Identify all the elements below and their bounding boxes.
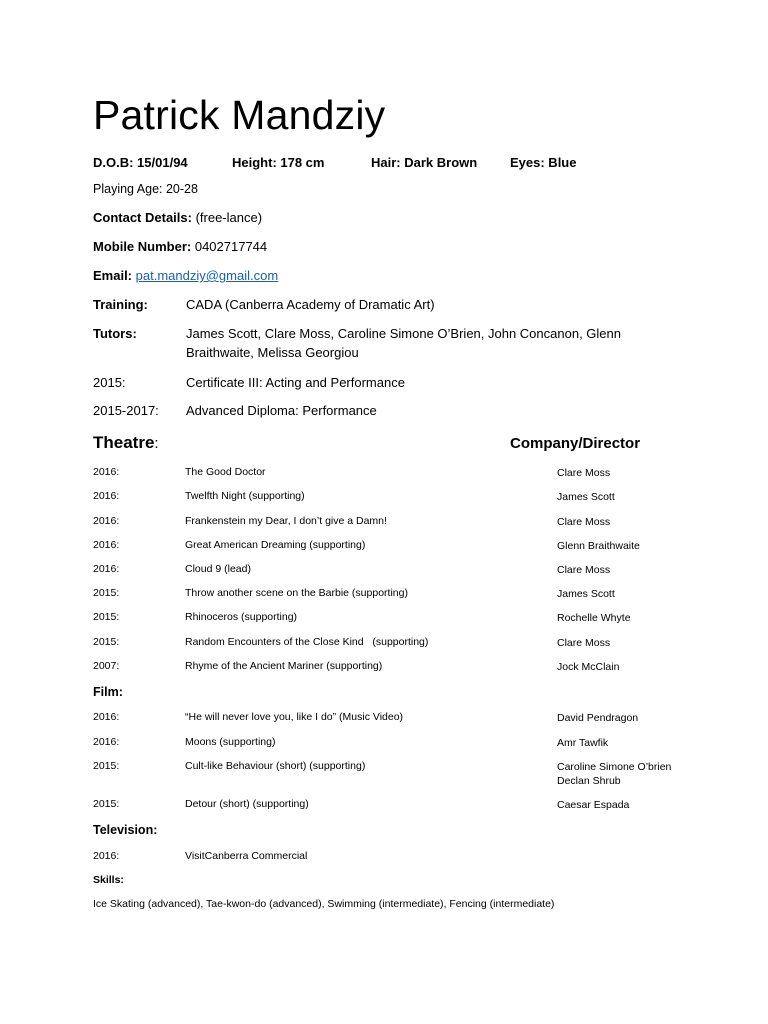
credit-director: Jock McClain [557,661,620,673]
table-row [0,660,768,676]
eyes: Eyes: Blue [510,155,577,170]
credit-title: Random Encounters of the Close Kind (supporting) [185,636,429,648]
skills-text: Ice Skating (advanced), Tae-kwon-do (advanced), Swimming (intermediate), Fencing (intermediate) [93,898,555,910]
credit-director: David Pendragon [557,712,639,724]
table-row [0,563,768,579]
credit-director: Clare Moss [557,564,611,576]
table-row [0,515,768,531]
credit-director: James Scott [557,588,615,600]
credit-director-2: Declan Shrub [557,775,621,787]
credit-title: VisitCanberra Commercial [185,850,308,862]
theatre-heading-colon: : [154,435,159,452]
height: Height: 178 cm [232,155,325,170]
company-director-heading: Company/Director [510,435,641,452]
mobile-value: 0402717744 [191,239,268,254]
table-row [0,636,768,652]
training-label: Training: [93,297,148,312]
credit-director: Glenn Braithwaite [557,540,640,552]
credit-title: Great American Dreaming (supporting) [185,539,366,551]
training-value: CADA (Canberra Academy of Dramatic Art) [186,297,435,312]
contact-label: Contact Details: [93,210,192,225]
credit-title: Throw another scene on the Barbie (supporting) [185,587,408,599]
credit-year: 2016: [93,466,120,478]
table-row [0,466,768,482]
table-row [0,490,768,506]
credit-title: The Good Doctor [185,466,266,478]
page-title: Patrick Mandziy [93,92,386,138]
theatre-heading-text: Theatre [93,433,155,452]
credit-year: 2016: [93,850,120,862]
table-row [0,611,768,627]
credit-title: Rhyme of the Ancient Mariner (supporting) [185,660,383,672]
table-row [0,850,768,866]
table-row [0,736,768,752]
credit-title: Cloud 9 (lead) [185,563,251,575]
tutors-label: Tutors: [93,326,137,341]
credit-director: Caroline Simone O’brien [557,761,672,773]
skills-heading: Skills: [93,874,124,886]
credit-director: Amr Tawfik [557,737,609,749]
credit-title: Frankenstein my Dear, I don’t give a Damn! [185,515,387,527]
hair: Hair: Dark Brown [371,155,478,170]
tutors-line-1: James Scott, Clare Moss, Caroline Simone O’Brien, John Concanon, Glenn [186,326,621,341]
qualification-year: 2015: [93,375,126,390]
email [93,268,278,283]
television-heading: Television: [93,823,158,837]
credit-title: Moons (supporting) [185,736,276,748]
playing-age: Playing Age: 20-28 [93,182,198,196]
credit-director: Clare Moss [557,467,611,479]
credit-director: Clare Moss [557,637,611,649]
mobile-number [93,239,267,254]
credit-year: 2016: [93,490,120,502]
dob: D.O.B: 15/01/94 [93,155,188,170]
credit-title: Detour (short) (supporting) [185,798,309,810]
credit-year: 2015: [93,587,120,599]
credit-director: Clare Moss [557,516,611,528]
credit-year: 2016: [93,563,120,575]
credit-year: 2015: [93,636,120,648]
credit-year: 2016: [93,711,120,723]
credit-director: James Scott [557,491,615,503]
credit-director: Rochelle Whyte [557,612,631,624]
mobile-label: Mobile Number: [93,239,192,254]
contact-value: (free-lance) [191,210,263,225]
tutors-line-2: Braithwaite, Melissa Georgiou [186,345,359,360]
credit-year: 2016: [93,515,120,527]
qualification-year: 2015-2017: [93,403,159,418]
contact-details [93,210,262,225]
credit-year: 2016: [93,736,120,748]
credit-year: 2016: [93,539,120,551]
table-row [0,760,768,790]
qualification-title: Certificate III: Acting and Performance [186,375,405,390]
film-heading: Film: [93,685,123,699]
table-row [0,711,768,727]
credit-title: Cult-like Behaviour (short) (supporting) [185,760,366,772]
email-label: Email: [93,268,133,283]
table-row [0,539,768,555]
credit-title: Twelfth Night (supporting) [185,490,305,502]
credit-director: Caesar Espada [557,799,630,811]
theatre-heading [93,433,159,453]
table-row [0,587,768,603]
credit-title: Rhinoceros (supporting) [185,611,298,623]
credit-year: 2007: [93,660,120,672]
credit-title: “He will never love you, like I do” (Music Video) [185,711,404,723]
credit-year: 2015: [93,611,120,623]
qualification-title: Advanced Diploma: Performance [186,403,377,418]
email-link[interactable]: pat.mandziy@gmail.com [135,268,279,283]
credit-year: 2015: [93,760,120,772]
credit-year: 2015: [93,798,120,810]
table-row [0,798,768,814]
